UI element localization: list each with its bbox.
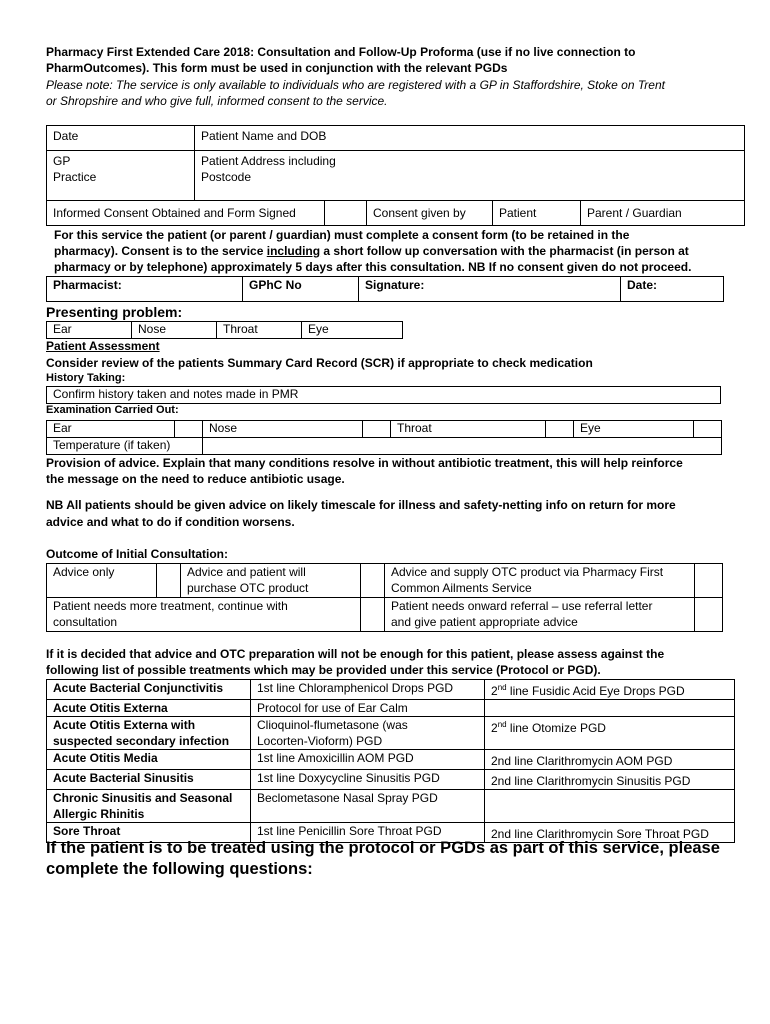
history-taking-title: History Taking: [46,372,126,384]
treatment-first-line[interactable]: 1st line Amoxicillin AOM PGD [251,750,485,770]
exam-eye-checkbox[interactable] [694,421,722,438]
outcome-otc-label: Advice and patient will purchase OTC product [181,564,361,598]
treatment-condition: Sore Throat [47,823,251,843]
treatment-row [47,770,735,790]
consent-signed-label: Informed Consent Obtained and Form Signed [47,201,325,226]
treatments-intro-line2: following list of possible treatments which may be provided under this service (Protocol or PGD). [46,663,601,677]
outcome-table [46,563,723,632]
outcome-more-treatment-checkbox[interactable] [361,598,385,632]
outcome-advice-only-checkbox[interactable] [157,564,181,598]
presenting-problem-options [46,321,403,339]
form-title-line1: Pharmacy First Extended Care 2018: Consultation and Follow-Up Proforma (use if no live connection to [46,45,636,59]
temperature-field[interactable] [203,438,722,455]
safety-net-line2: advice and what to do if condition worsens. [46,515,295,529]
consent-text-line2: pharmacy). Consent is to the service including a short follow up conversation with the pharmacist (in person at [54,244,689,258]
treatment-first-line[interactable]: Beclometasone Nasal Spray PGD [251,790,485,823]
treatment-row [47,717,735,750]
treatment-condition: Acute Otitis Media [47,750,251,770]
consent-patient-option[interactable]: Patient [493,201,581,226]
safety-net-line1: NB All patients should be given advice on likely timescale for illness and safety-netting info on return for more [46,498,676,512]
treatment-condition: Acute Otitis Externa [47,700,251,717]
treatments-intro-line1: If it is decided that advice and OTC preparation will not be enough for this patient, please assess against the [46,647,665,661]
outcome-referral-checkbox[interactable] [695,598,723,632]
exam-nose-label: Nose [203,421,363,438]
treatment-condition: Acute Otitis Externa with suspected secondary infection [47,717,251,750]
address-label-line1: Patient Address including [201,154,336,168]
treatment-second-line[interactable]: 2nd line Clarithromycin Sinusitis PGD [485,770,735,790]
treatment-row [47,700,735,717]
consent-given-by-label: Consent given by [367,201,493,226]
treatment-second-line [485,700,735,717]
treatment-row [47,750,735,770]
treatment-second-line[interactable]: 2nd line Clarithromycin AOM PGD [485,750,735,770]
footer-instruction-line1: If the patient is to be treated using the protocol or PGDs as part of this service, please [46,839,720,857]
exam-ear-checkbox[interactable] [175,421,203,438]
history-taking-table [46,386,721,404]
patient-details-table [46,125,745,226]
treatment-condition: Chronic Sinusitis and Seasonal Allergic Rhinitis [47,790,251,823]
patient-address-field[interactable] [195,151,745,201]
treatment-first-line[interactable]: 1st line Penicillin Sore Throat PGD [251,823,485,843]
service-note-line1: Please note: The service is only available to individuals who are registered with a GP in Staffordshire, Stoke on Trent [46,78,665,92]
treatments-table [46,679,735,843]
examination-title: Examination Carried Out: [46,404,179,416]
gp-label: GP [53,154,71,168]
outcome-supply-checkbox[interactable] [695,564,723,598]
outcome-more-treatment-label: Patient needs more treatment, continue with consultation [47,598,361,632]
outcome-referral-label: Patient needs onward referral – use referral letter and give patient appropriate advice [385,598,695,632]
treatment-second-line[interactable]: 2nd line Fusidic Acid Eye Drops PGD [485,680,735,700]
patient-assessment-title: Patient Assessment [46,339,160,353]
presenting-nose-option[interactable]: Nose [132,322,217,339]
service-note-line2: or Shropshire and who give full, informed consent to the service. [46,94,388,108]
presenting-eye-option[interactable]: Eye [302,322,403,339]
consent-text-line3: pharmacy or by telephone) approximately 5 days after this consultation. NB If no consent given do not proceed. [54,260,692,274]
treatment-second-line[interactable]: 2nd line Clarithromycin Sore Throat PGD [485,823,735,843]
treatment-first-line[interactable]: 1st line Doxycycline Sinusitis PGD [251,770,485,790]
examination-table [46,420,722,455]
treatment-first-line[interactable]: Clioquinol-flumetasone (was Locorten-Vioform) PGD [251,717,485,750]
consent-parent-option[interactable]: Parent / Guardian [581,201,745,226]
date-label: Date [47,126,195,151]
presenting-problem-title: Presenting problem: [46,304,183,320]
gp-practice-field[interactable] [47,151,195,201]
signature-field[interactable]: Signature: [359,277,621,302]
outcome-otc-checkbox[interactable] [361,564,385,598]
pharmacist-signoff-table [46,276,724,302]
history-confirm-option[interactable]: Confirm history taken and notes made in PMR [47,387,721,404]
footer-instruction-line2: complete the following questions: [46,860,313,878]
patient-name-dob-field[interactable]: Patient Name and DOB [195,126,745,151]
treatment-row [47,790,735,823]
address-label-line2: Postcode [201,170,252,184]
outcome-supply-label: Advice and supply OTC product via Pharmacy First Common Ailments Service [385,564,695,598]
treatment-condition: Acute Bacterial Sinusitis [47,770,251,790]
treatment-row [47,680,735,700]
presenting-throat-option[interactable]: Throat [217,322,302,339]
exam-eye-label: Eye [574,421,694,438]
outcome-title: Outcome of Initial Consultation: [46,547,228,561]
exam-throat-label: Throat [391,421,546,438]
scr-instruction: Consider review of the patients Summary Card Record (SCR) if appropriate to check medication [46,356,593,370]
treatment-first-line[interactable]: 1st line Chloramphenicol Drops PGD [251,680,485,700]
signoff-date-field[interactable]: Date: [621,277,724,302]
treatment-condition: Acute Bacterial Conjunctivitis [47,680,251,700]
exam-ear-label: Ear [47,421,175,438]
form-title-line2: PharmOutcomes). This form must be used in conjunction with the relevant PGDs [46,61,508,75]
treatment-second-line [485,790,735,823]
exam-throat-checkbox[interactable] [546,421,574,438]
practice-label: Practice [53,170,97,184]
presenting-ear-option[interactable]: Ear [47,322,132,339]
temperature-label: Temperature (if taken) [47,438,203,455]
gphc-field[interactable]: GPhC No [243,277,359,302]
outcome-advice-only-label: Advice only [47,564,157,598]
treatment-second-line[interactable]: 2nd line Otomize PGD [485,717,735,750]
consent-text-line1: For this service the patient (or parent / guardian) must complete a consent form (to be retained in the [54,228,630,242]
exam-nose-checkbox[interactable] [363,421,391,438]
advice-text-line1: Provision of advice. Explain that many conditions resolve in without antibiotic treatment, this will help reinforce [46,456,683,470]
pharmacist-field[interactable]: Pharmacist: [47,277,243,302]
consent-signed-checkbox[interactable] [325,201,367,226]
advice-text-line2: the message on the need to reduce antibiotic usage. [46,472,345,486]
treatment-first-line[interactable]: Protocol for use of Ear Calm [251,700,485,717]
